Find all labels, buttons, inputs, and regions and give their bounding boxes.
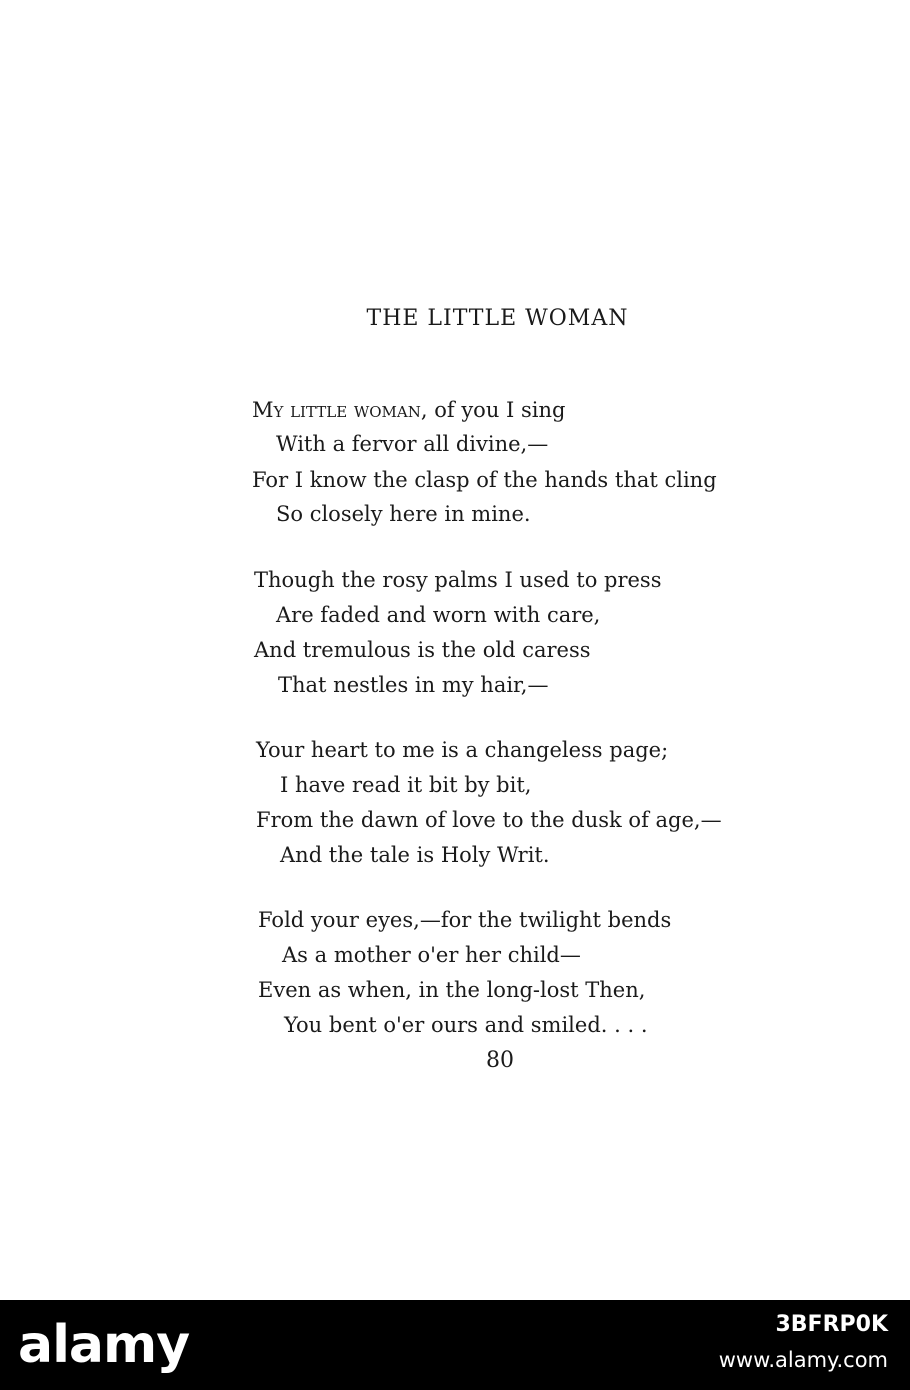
poem-line: With a fervor all divine,— (276, 432, 549, 456)
poem-line: For I know the clasp of the hands that cling (252, 468, 717, 492)
poem-line-lead: My little woman, (252, 398, 428, 422)
poem-line: Your heart to me is a changeless page; (256, 738, 669, 762)
poem-line-rest: of you I sing (427, 398, 566, 422)
watermark-footer (0, 1300, 910, 1390)
poem-line: From the dawn of love to the dusk of age,— (256, 808, 722, 832)
page-number: 80 (486, 1048, 514, 1073)
poem-title: THE LITTLE WOMAN (366, 306, 629, 331)
alamy-logo-text: alamy (18, 1315, 190, 1375)
poem-line: And tremulous is the old caress (254, 638, 591, 662)
poem-line: I have read it bit by bit, (280, 773, 532, 797)
poem-line: And the tale is Holy Writ. (280, 843, 550, 867)
poem-line: Fold your eyes,—for the twilight bends (258, 908, 672, 932)
image-id: 3BFRP0K (775, 1312, 888, 1337)
poem-line: That nestles in my hair,— (278, 673, 549, 697)
poem-line: As a mother o'er her child— (282, 943, 581, 967)
alamy-logo-icon (18, 1312, 228, 1378)
poem-line: So closely here in mine. (276, 502, 531, 526)
poem-line: Even as when, in the long-lost Then, (258, 978, 646, 1002)
poem-line: Though the rosy palms I used to press (254, 568, 662, 592)
poem-line: Are faded and worn with care, (276, 603, 601, 627)
source-url[interactable]: www.alamy.com (718, 1348, 888, 1372)
poem-line (252, 398, 565, 422)
brand-logo (18, 1312, 228, 1389)
poem-line: You bent o'er ours and smiled. . . . (284, 1013, 648, 1037)
